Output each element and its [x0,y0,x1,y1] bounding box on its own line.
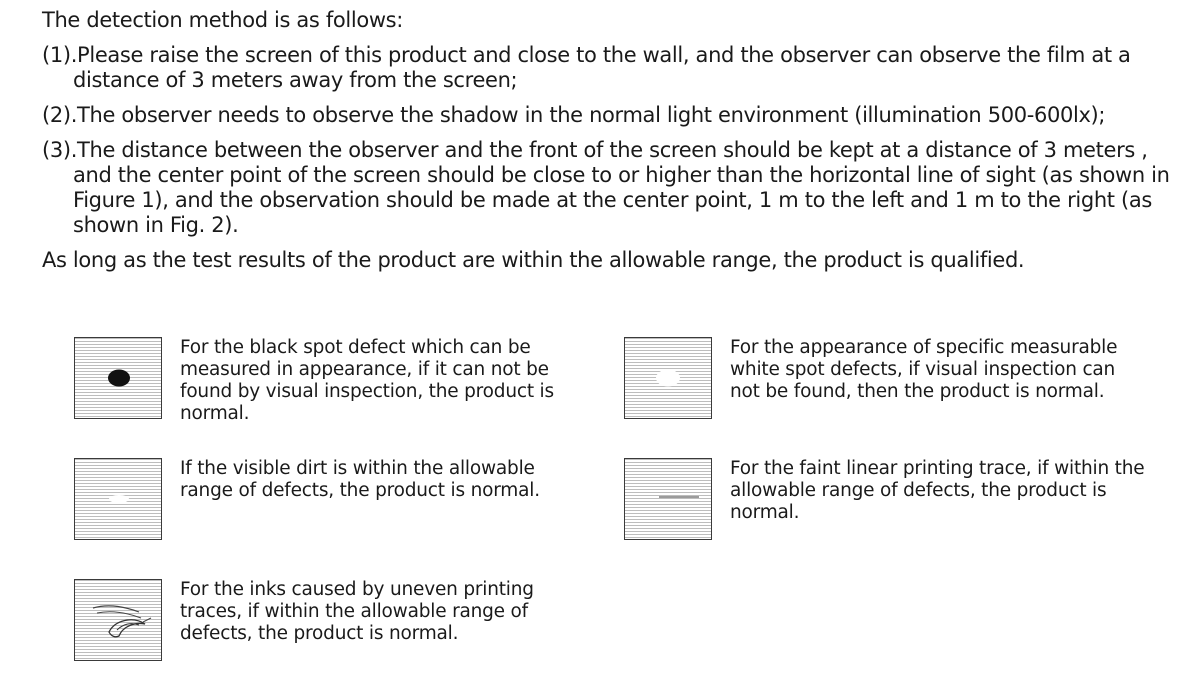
white-spot-description: For the appearance of specific measurable white spot defects, if visual inspection can not be found, then the product is normal. [730,337,1118,402]
detection-method-section [42,8,1182,273]
ink-trace-description: For the inks caused by uneven printing traces, if within the allowable range of defects, the product is normal. [180,579,534,644]
step-1-continuation: distance of 3 meters away from the screen; [73,68,518,92]
ink-trace-icon [89,602,155,642]
black-spot-icon [107,368,131,388]
step-3-first-line: (3).The distance between the observer and the front of the screen should be kept at a distance of 3 meters , [42,138,1148,162]
step-2-text: (2).The observer needs to observe the shadow in the normal light environment (illumination 500-600lx); [42,103,1106,127]
step-1 [42,43,1182,93]
black-spot-swatch [74,337,162,419]
linear-trace-description: For the faint linear printing trace, if within the allowable range of defects, the product is normal. [730,458,1145,523]
dirt-icon [108,494,130,504]
conclusion-text: As long as the test results of the product are within the allowable range, the product is qualified. [42,248,1025,272]
section-heading: The detection method is as follows: [42,8,403,32]
linear-trace-icon [659,494,699,500]
white-spot-swatch [624,337,712,419]
visible-dirt-description: If the visible dirt is within the allowable range of defects, the product is normal. [180,458,540,501]
step-3-continuation: and the center point of the screen should be close to or higher than the horizontal line of sight (as shown in Figure 1), and the observation should be made at the center point, 1 m to the left and 1 m to the right (as shown in Fig. 2). [73,163,1170,237]
ink-trace-swatch [74,579,162,661]
step-3 [42,138,1182,238]
step-2 [42,103,1182,128]
visible-dirt-swatch [74,458,162,540]
step-1-first-line: (1).Please raise the screen of this product and close to the wall, and the observer can observe the film at a [42,43,1131,67]
white-spot-icon [655,368,681,388]
black-spot-description: For the black spot defect which can be measured in appearance, if it can not be found by visual inspection, the product is normal. [180,337,554,424]
linear-trace-swatch [624,458,712,540]
